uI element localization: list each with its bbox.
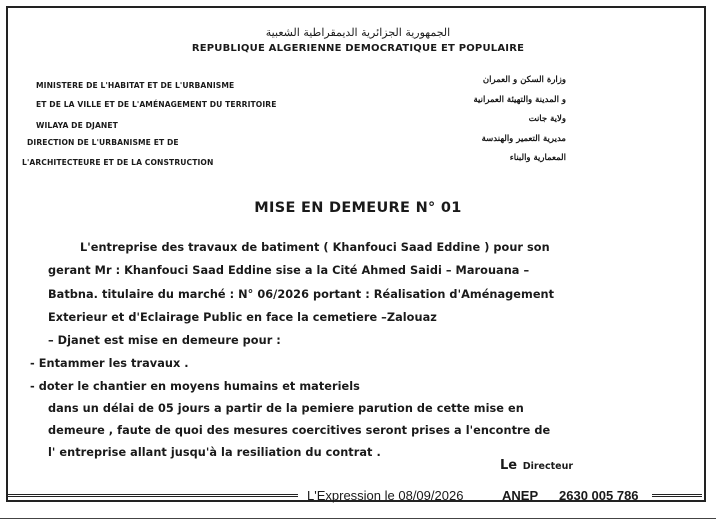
ministry-line-ar: ولاية جانت (528, 114, 566, 124)
ministry-line-ar: و المدينة والتهيئة العمرانية (473, 95, 566, 105)
french-republic-title: REPUBLIQUE ALGERIENNE DEMOCRATIQUE ET POPULAIRE (191, 43, 525, 54)
ministry-line-fr: WILAYA DE DJANET (36, 121, 118, 130)
signature (500, 454, 573, 473)
body-line: gerant Mr : Khanfouci Saad Eddine sise a la Cité Ahmed Saidi – Marouana – (48, 264, 530, 277)
footer-divider-left (8, 494, 298, 497)
ministry-line-ar: المعمارية والبناء (509, 153, 566, 163)
ministry-line-fr: MINISTERE DE L'HABITAT ET DE L'URBANISME (36, 81, 235, 90)
ministry-line-fr: L'ARCHITECTEURE ET DE LA CONSTRUCTION (22, 158, 214, 167)
agency-name: ANEP (502, 488, 539, 503)
body-line: - doter le chantier en moyens humains et materiels (30, 380, 360, 393)
body-line: demeure , faute de quoi des mesures coercitives seront prises a l'encontre de (48, 424, 551, 437)
body-line: L'entreprise des travaux de batiment ( Khanfouci Saad Eddine ) pour son (80, 241, 550, 254)
body-line: Batbna. titulaire du marché : N° 06/2026 portant : Réalisation d'Aménagement (48, 288, 555, 301)
body-line: l' entreprise allant jusqu'à la resiliation du contrat . (48, 446, 381, 459)
signature-title: Directeur (522, 461, 574, 472)
publication-info: L'Expression le 08/09/2026 (307, 488, 464, 503)
arabic-republic-title: الجمهورية الجزائرية الديمقراطية الشعبية (265, 26, 451, 39)
ministry-line-ar: وزارة السكن و العمران (482, 75, 566, 85)
ministry-line-fr: ET DE LA VILLE ET DE L'AMÉNAGEMENT DU TERRITOIRE (36, 100, 277, 109)
notice-title: MISE EN DEMEURE N° 01 (254, 200, 462, 216)
body-line: dans un délai de 05 jours a partir de la pemiere parution de cette mise en (48, 402, 524, 415)
body-line: – Djanet est mise en demeure pour : (48, 334, 281, 347)
reference-number: 2630 005 786 (559, 488, 639, 503)
signature-le: Le (500, 458, 518, 473)
ministry-line-fr: DIRECTION DE L'URBANISME ET DE (27, 138, 179, 147)
body-line: Exterieur et d'Eclairage Public en face la cemetiere –Zalouaz (48, 311, 437, 324)
body-line: - Entammer les travaux . (30, 357, 189, 370)
bottom-rule (0, 518, 716, 519)
footer-divider-right (652, 494, 702, 497)
ministry-line-ar: مديرية التعمير والهندسة (481, 134, 566, 144)
